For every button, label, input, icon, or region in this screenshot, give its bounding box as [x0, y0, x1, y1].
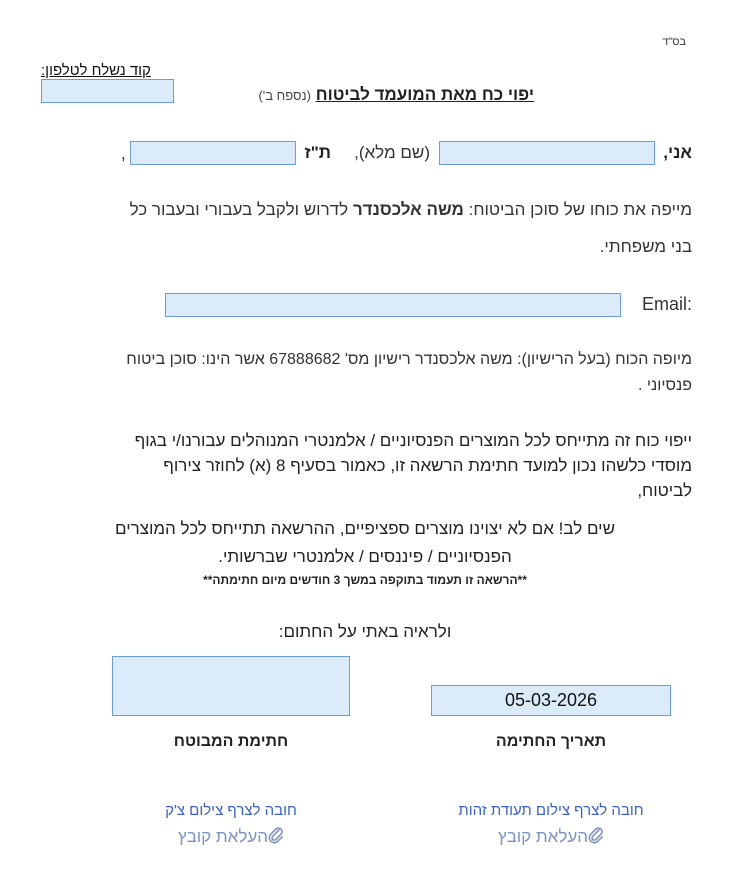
tz-label: ת"ז: [304, 143, 331, 162]
upload-id-label: העלאת קובץ: [498, 826, 588, 846]
notice-line-2: הפנסיוניים / פיננסים / אלמנטרי שברשותי.: [218, 547, 512, 566]
id-comma: ,: [121, 144, 126, 163]
id-photo-required: חובה לצרף צילום תעודת זהות: [458, 802, 644, 819]
validity-note: **הרשאה זו תעמוד בתוקפה במשך 3 חודשים מיום חתימתה**: [203, 573, 527, 587]
check-photo-required: חובה לצרף צילום צ'ק: [165, 802, 297, 819]
bsd-mark: בס"ד: [662, 36, 686, 48]
agent-line-2: בני משפחתי.: [599, 237, 692, 256]
phone-code-input[interactable]: [41, 79, 174, 103]
signature-pad[interactable]: [112, 656, 350, 716]
signing-date-value: 05-03-2026: [504, 690, 598, 710]
licensee-line-1: מיופה הכוח (בעל הרישיון): משה אלכסנדר רישיון מס' 67888682 אשר הינו: סוכן ביטוח: [126, 351, 692, 368]
upload-id-button[interactable]: [431, 826, 671, 849]
scope-line-1: ייפוי כוח זה מתייחס לכל המוצרים הפנסיוניים / אלמנטרי המנוהלים עבורנו/י בגוף: [134, 431, 692, 450]
email-label: Email:: [641, 294, 692, 314]
signing-intro: ולראיה באתי על החתום:: [278, 622, 452, 641]
licensee-line-2: פנסיוני .: [637, 377, 692, 394]
agent-line-1: [130, 200, 692, 220]
scope-line-2: מוסדי כלשהו נכון למועד חתימת הרשאה זו, כאמור בסעיף 8 (א) לחוזר צירוף: [163, 456, 692, 475]
title-suffix: (נספח ב'): [258, 88, 311, 103]
paperclip-icon: [268, 826, 284, 849]
title-main: יפוי כח מאת המועמד לביטוח: [315, 85, 534, 104]
insured-signature-label: חתימת המבוטח: [173, 733, 289, 750]
id-number-input[interactable]: [130, 141, 296, 165]
signing-date-label: תאריך החתימה: [495, 733, 607, 750]
upload-check-button[interactable]: [112, 826, 350, 849]
email-input[interactable]: [165, 293, 621, 317]
signing-date-field[interactable]: [431, 685, 671, 716]
full-name-input[interactable]: [439, 141, 655, 165]
paperclip-icon: [588, 826, 604, 849]
upload-check-label: העלאת קובץ: [178, 826, 268, 846]
phone-code-label: קוד נשלח לטלפון:: [41, 62, 151, 79]
agent-post: לדרוש ולקבל בעבורי ובעבור כל: [129, 200, 349, 219]
ani-label: אני,: [663, 143, 692, 162]
full-name-hint: (שם מלא),: [354, 143, 430, 162]
agent-pre: מייפה את כוחו של סוכן הביטוח:: [468, 200, 692, 219]
page-title: [258, 85, 534, 105]
agent-name: משה אלכסנדר: [352, 200, 464, 219]
notice-line-1: שים לב! אם לא יצוינו מוצרים ספציפיים, ההרשאה תתייחס לכל המוצרים: [115, 519, 615, 538]
scope-line-3: לביטוח,: [637, 481, 692, 500]
